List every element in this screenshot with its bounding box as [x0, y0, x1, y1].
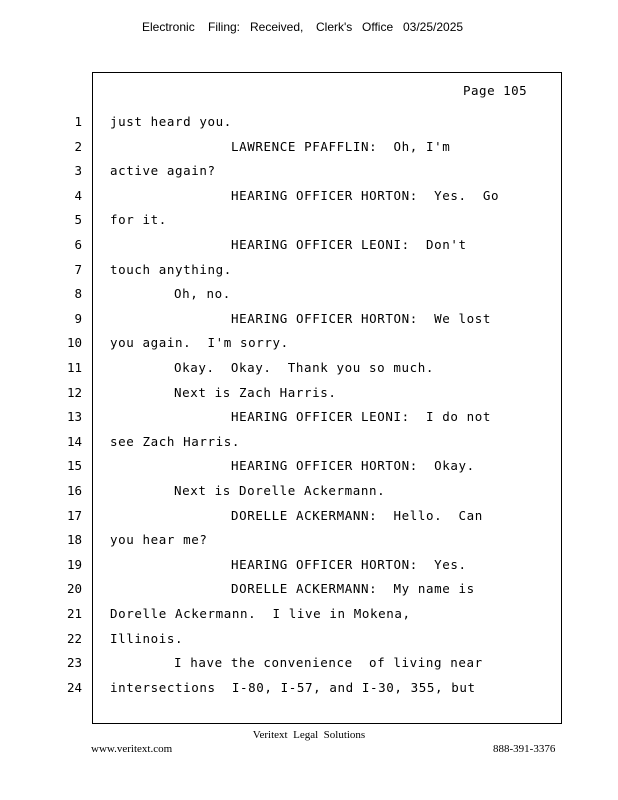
transcript-line: HEARING OFFICER HORTON: Yes.: [231, 556, 467, 572]
transcript-line: Okay. Okay. Thank you so much.: [174, 360, 435, 375]
transcript-line: you hear me?: [110, 532, 208, 548]
transcript-line: HEARING OFFICER LEONI: Don't: [231, 237, 467, 252]
line-number: 18: [66, 532, 82, 548]
transcript-line: I have the convenience of living near: [174, 655, 483, 671]
transcript-line: just heard you.: [110, 114, 232, 129]
line-number: 3: [74, 163, 82, 179]
transcript-line: HEARING OFFICER LEONI: I do not: [231, 409, 492, 425]
transcript-line: active again?: [110, 163, 216, 179]
line-number: 24: [66, 679, 82, 695]
line-number: 8: [74, 286, 82, 302]
line-number: 9: [74, 310, 82, 326]
line-number: 19: [66, 556, 82, 572]
footer-company: Veritext Legal Solutions: [252, 729, 366, 741]
line-number: 20: [66, 581, 82, 597]
transcript-line: DORELLE ACKERMANN: My name is: [231, 581, 475, 597]
transcript-line: DORELLE ACKERMANN: Hello. Can: [231, 507, 483, 523]
footer-phone: 888-391-3376: [493, 743, 556, 755]
line-number: 14: [66, 433, 82, 449]
header-received: Received,: [250, 20, 304, 34]
transcript-line: HEARING OFFICER HORTON: We lost: [231, 310, 492, 326]
line-number: 10: [66, 335, 82, 351]
header-filing: Filing:: [208, 20, 241, 34]
line-number: 15: [66, 458, 82, 474]
transcript-line: HEARING OFFICER HORTON: Yes. Go: [231, 187, 500, 203]
header-electronic: Electronic: [142, 20, 195, 34]
transcript-line: Dorelle Ackermann. I live in Mokena,: [110, 606, 411, 621]
line-number: 7: [74, 261, 82, 277]
transcript-line: HEARING OFFICER HORTON: Okay.: [231, 458, 475, 474]
transcript-line: for it.: [110, 212, 167, 228]
transcript-line: Next is Dorelle Ackermann.: [174, 483, 386, 498]
header-office: Office: [362, 20, 394, 34]
line-number: 13: [66, 409, 82, 425]
line-number: 23: [66, 655, 82, 671]
header-date: 03/25/2025: [403, 20, 464, 34]
line-number: 4: [74, 187, 82, 203]
line-number: 1: [74, 114, 82, 129]
line-number: 21: [66, 606, 82, 621]
page-number: Page 105: [463, 83, 528, 98]
transcript-line: you again. I'm sorry.: [110, 335, 289, 351]
transcript-line: intersections I-80, I-57, and I-30, 355, but: [110, 679, 476, 695]
line-number: 11: [66, 360, 82, 375]
footer-website: www.veritext.com: [91, 743, 173, 755]
transcript-line: see Zach Harris.: [110, 433, 241, 449]
header-clerks: Clerk's: [316, 20, 353, 34]
line-number: 5: [74, 212, 82, 228]
line-number: 16: [66, 483, 82, 498]
transcript-line: touch anything.: [110, 261, 232, 277]
line-number: 6: [74, 237, 82, 252]
transcript-line: Illinois.: [110, 630, 184, 646]
line-number: 2: [74, 138, 82, 154]
line-number: 17: [66, 507, 82, 523]
transcript-line: Oh, no.: [174, 286, 231, 302]
line-number: 22: [66, 630, 82, 646]
transcript-line: LAWRENCE PFAFFLIN: Oh, I'm: [231, 138, 451, 154]
transcript-line: Next is Zach Harris.: [174, 384, 337, 400]
line-number: 12: [66, 384, 82, 400]
